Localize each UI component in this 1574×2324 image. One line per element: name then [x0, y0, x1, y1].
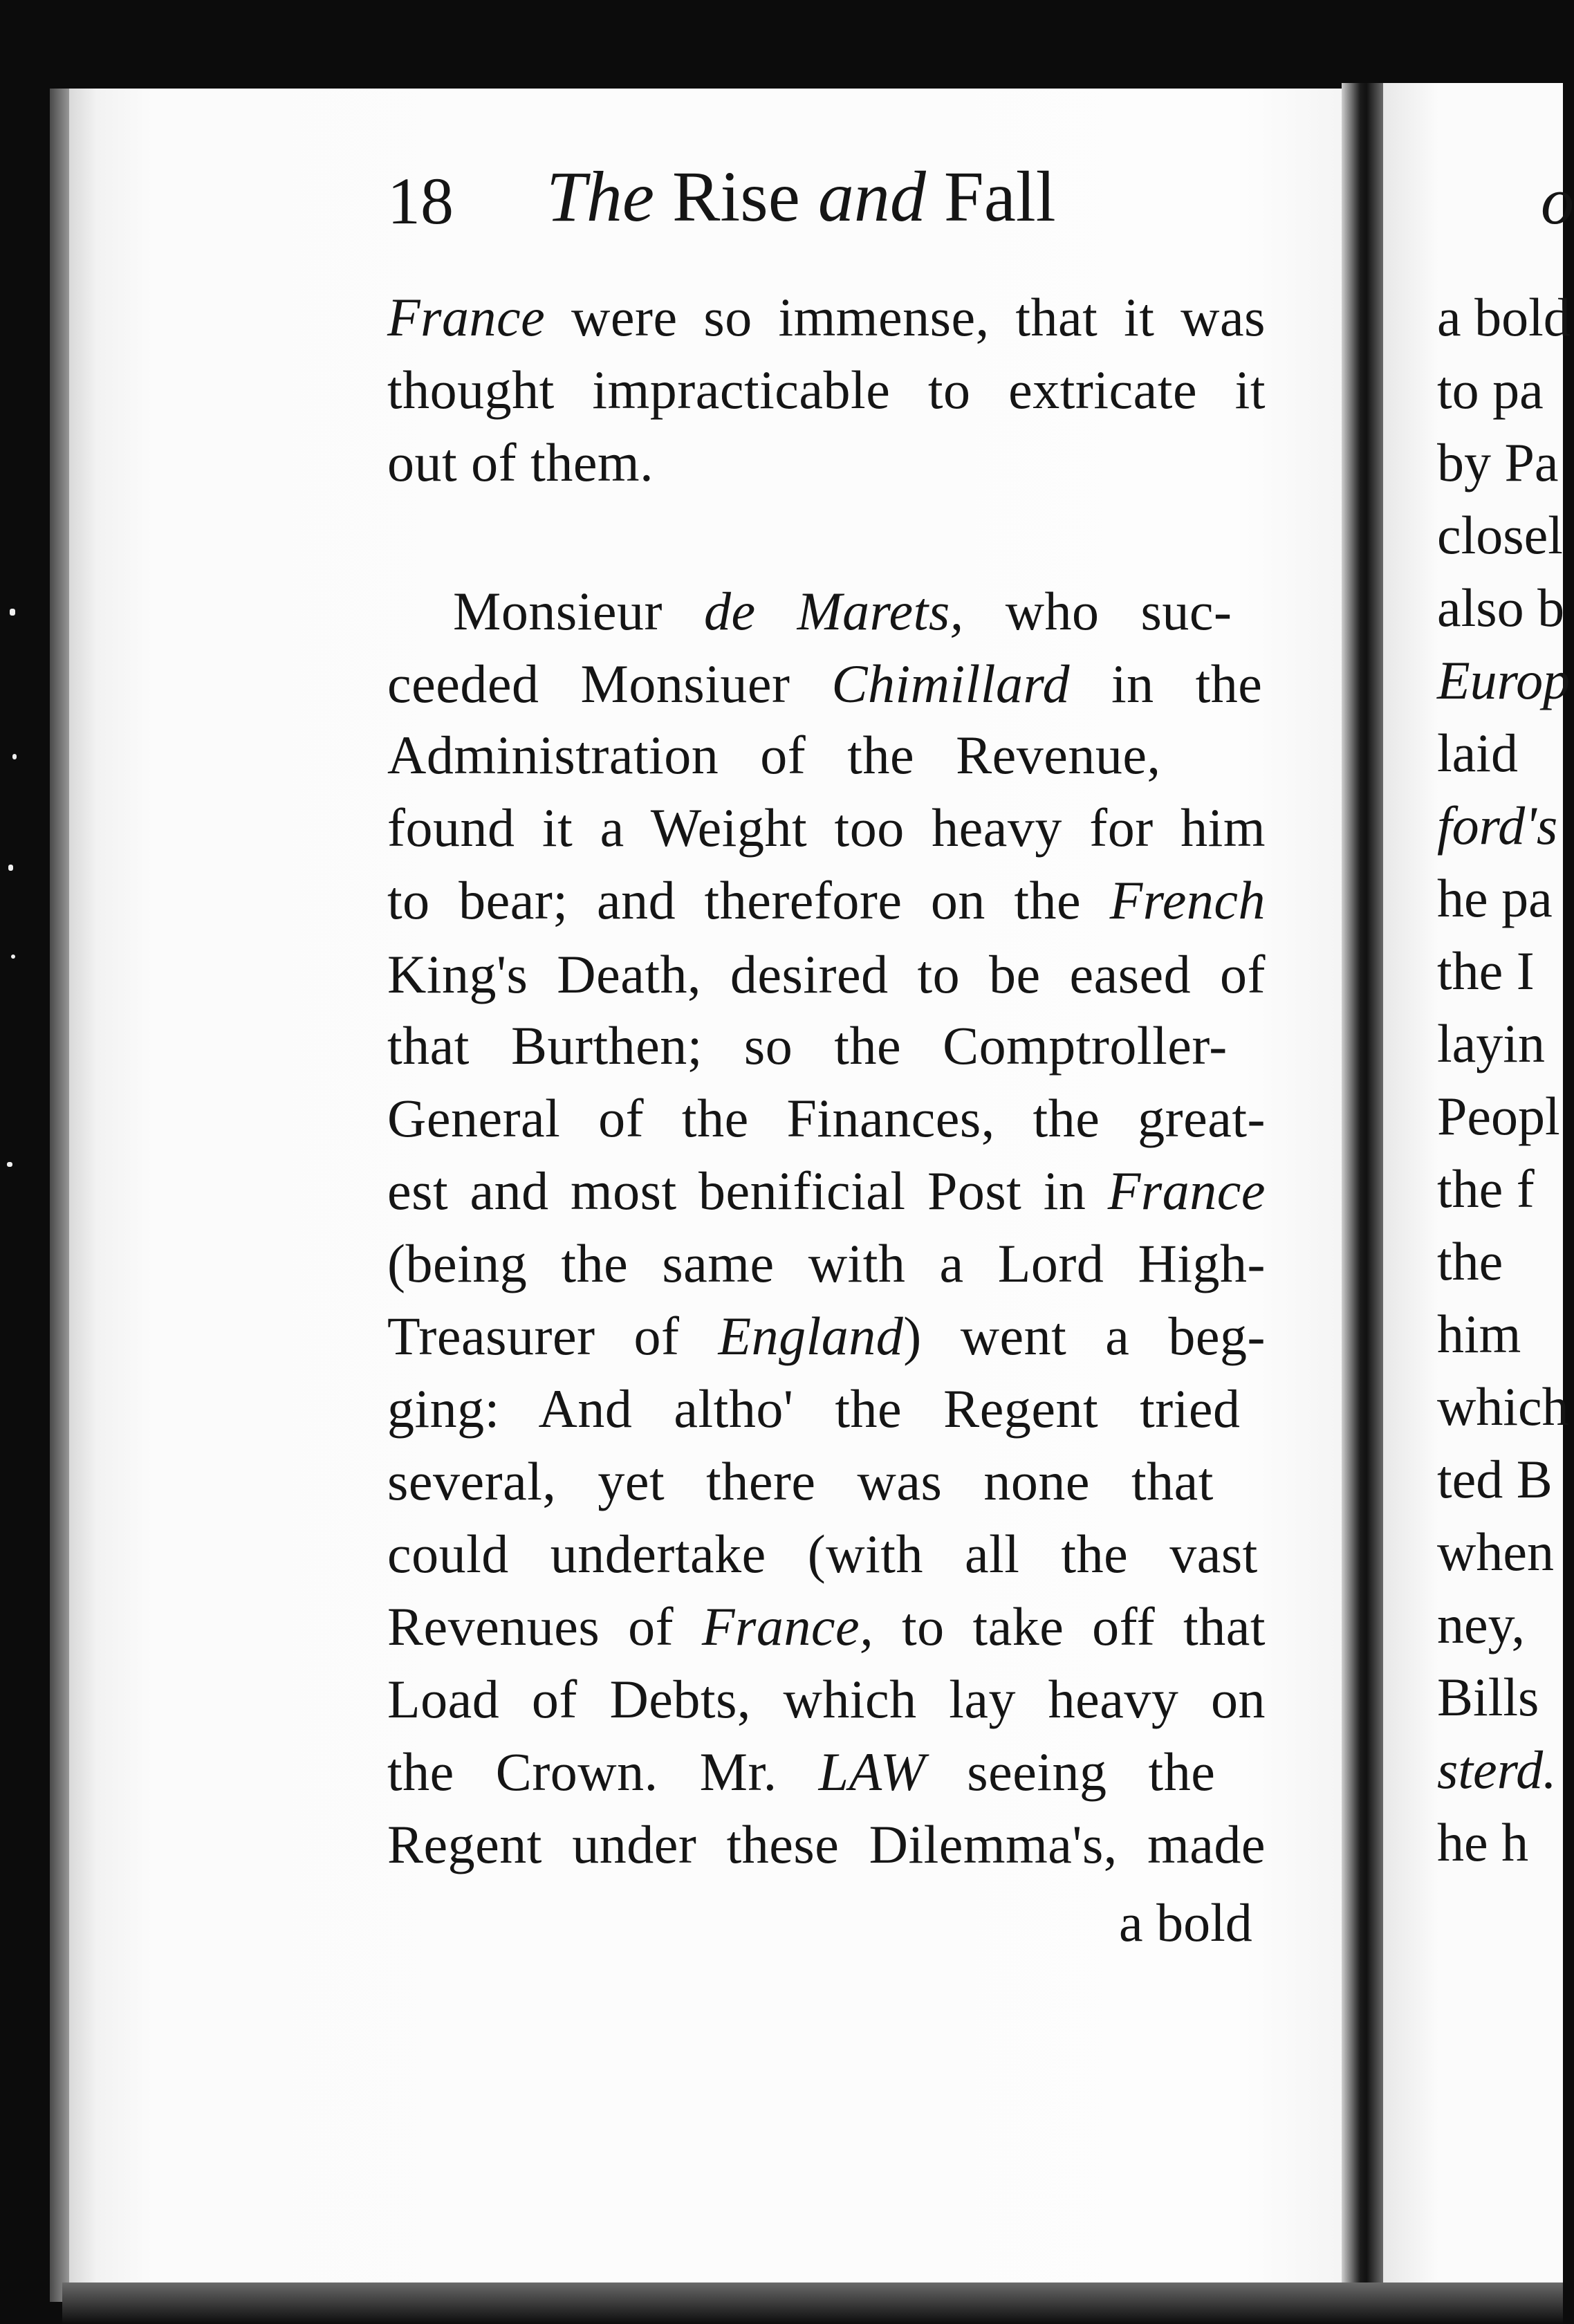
text-line — [1437, 1812, 1563, 1872]
roman-text: several, yet there was none that — [387, 1451, 1214, 1511]
roman-text: him — [1437, 1304, 1521, 1364]
italic-text: LAW — [818, 1742, 926, 1802]
roman-text: Load of Debts, which lay heavy on — [387, 1669, 1266, 1729]
text-line — [1437, 1740, 1563, 1800]
italic-text: The — [546, 157, 654, 237]
roman-text: ney, — [1437, 1594, 1526, 1654]
text-line — [1437, 360, 1563, 420]
text-line — [387, 725, 1161, 785]
text-line — [1437, 1086, 1563, 1146]
text-line — [387, 654, 1263, 714]
roman-text: he h — [1437, 1812, 1529, 1872]
roman-text: to take off that — [873, 1596, 1266, 1657]
roman-text: that Burthen; so the Comptroller- — [387, 1015, 1228, 1076]
text-line — [387, 287, 1266, 347]
text-line — [1437, 1522, 1563, 1582]
scan-speck — [10, 609, 15, 616]
text-line — [387, 1306, 1266, 1366]
italic-text: sterd. — [1437, 1740, 1557, 1800]
text-line — [1437, 723, 1563, 783]
roman-text: ted B — [1437, 1449, 1553, 1509]
text-line — [387, 1814, 1266, 1874]
text-line — [1437, 1231, 1563, 1291]
roman-text: in the — [1069, 654, 1263, 714]
roman-text: ging: And altho' the Regent tried — [387, 1378, 1241, 1439]
text-line — [1437, 578, 1565, 638]
roman-text: the — [1437, 1231, 1503, 1291]
text-line — [387, 1669, 1266, 1729]
book-gutter — [1342, 83, 1383, 2310]
italic-text: France — [387, 287, 546, 347]
text-line — [387, 432, 654, 492]
text-line — [387, 797, 1266, 858]
text-line — [1437, 941, 1563, 1001]
text-line — [387, 1233, 1266, 1293]
text-line — [1437, 1449, 1563, 1509]
text-line — [387, 1451, 1214, 1511]
roman-text: thought impracticable to extricate it — [387, 360, 1266, 420]
text-line — [387, 1015, 1228, 1076]
italic-text: France, — [701, 1596, 874, 1657]
scan-speck — [11, 954, 15, 959]
roman-text: the I — [1437, 941, 1535, 1001]
text-line — [1437, 650, 1571, 710]
text-line — [1437, 1667, 1563, 1727]
roman-text: Administration of the Revenue, — [387, 725, 1161, 785]
italic-text: ford's — [1437, 795, 1558, 856]
text-line — [387, 360, 1266, 420]
roman-text: were so immense, that it was — [545, 287, 1266, 347]
text-line — [1437, 1594, 1563, 1654]
bottom-shadow — [62, 2282, 1563, 2324]
italic-text: France — [1107, 1161, 1266, 1221]
roman-text: Fall — [925, 157, 1056, 237]
roman-text: could undertake (with all the vast — [387, 1524, 1258, 1584]
catchword: a bold — [1119, 1892, 1252, 1953]
roman-text: King's Death, desired to be eased of — [387, 944, 1266, 1004]
roman-text: also b — [1437, 578, 1565, 638]
text-line — [387, 1596, 1266, 1657]
italic-text: Europ — [1437, 650, 1571, 710]
text-line — [387, 944, 1266, 1004]
italic-text: and — [817, 157, 926, 237]
roman-text: which — [1437, 1376, 1569, 1437]
roman-text: Peopl — [1437, 1086, 1560, 1146]
text-line — [387, 1524, 1258, 1584]
roman-text: Rise — [654, 157, 818, 237]
right-running-head: o — [1541, 164, 1574, 238]
roman-text: by Pa — [1437, 432, 1559, 492]
italic-text: Chimillard — [831, 654, 1070, 714]
roman-text: out of them. — [387, 432, 654, 492]
text-line — [1437, 432, 1563, 492]
roman-text: Monsieur — [453, 581, 704, 641]
text-line — [1437, 1304, 1563, 1364]
text-line — [1437, 287, 1571, 347]
roman-text: Bills — [1437, 1667, 1539, 1727]
roman-text: closel — [1437, 505, 1563, 565]
scan-speck — [8, 865, 13, 871]
roman-text: who suc- — [963, 581, 1232, 641]
text-line — [1437, 505, 1563, 565]
roman-text: found it a Weight too heavy for him — [387, 797, 1266, 858]
text-line — [387, 1742, 1216, 1802]
roman-text: he pa — [1437, 868, 1553, 928]
roman-text: General of the Finances, the great- — [387, 1088, 1266, 1148]
roman-text: ceeded Monsiuer — [387, 654, 832, 714]
text-line — [453, 581, 1232, 641]
scan-speck — [12, 754, 17, 759]
text-line — [1437, 1159, 1563, 1219]
roman-text: a bold — [1437, 287, 1571, 347]
text-line — [387, 1161, 1266, 1221]
italic-text: de Marets, — [703, 581, 964, 641]
text-line — [1437, 1376, 1569, 1437]
roman-text: when — [1437, 1522, 1554, 1582]
roman-text: (being the same with a Lord High- — [387, 1233, 1266, 1293]
roman-text: Regent under these Dilemma's, made — [387, 1814, 1266, 1874]
roman-text: the Crown. Mr. — [387, 1742, 819, 1802]
roman-text: to bear; and therefore on the — [387, 870, 1110, 930]
roman-text: layin — [1437, 1013, 1545, 1073]
roman-text: Revenues of — [387, 1596, 702, 1657]
text-line — [1437, 1013, 1563, 1073]
roman-text: ) went a beg- — [903, 1306, 1266, 1366]
text-line — [387, 870, 1266, 930]
text-line — [387, 1088, 1266, 1148]
italic-text: England — [718, 1306, 904, 1366]
roman-text: the f — [1437, 1159, 1535, 1219]
roman-text: to pa — [1437, 360, 1544, 420]
italic-text: French — [1109, 870, 1266, 930]
text-line — [387, 1378, 1241, 1439]
roman-text: laid — [1437, 723, 1518, 783]
scan-speck — [7, 1162, 12, 1167]
page-number: 18 — [387, 164, 454, 238]
roman-text: seeing the — [925, 1742, 1216, 1802]
text-line — [1437, 868, 1563, 928]
roman-text: Treasurer of — [387, 1306, 719, 1366]
text-line — [1437, 795, 1563, 856]
running-head — [546, 156, 1056, 238]
roman-text: est and most benificial Post in — [387, 1161, 1108, 1221]
